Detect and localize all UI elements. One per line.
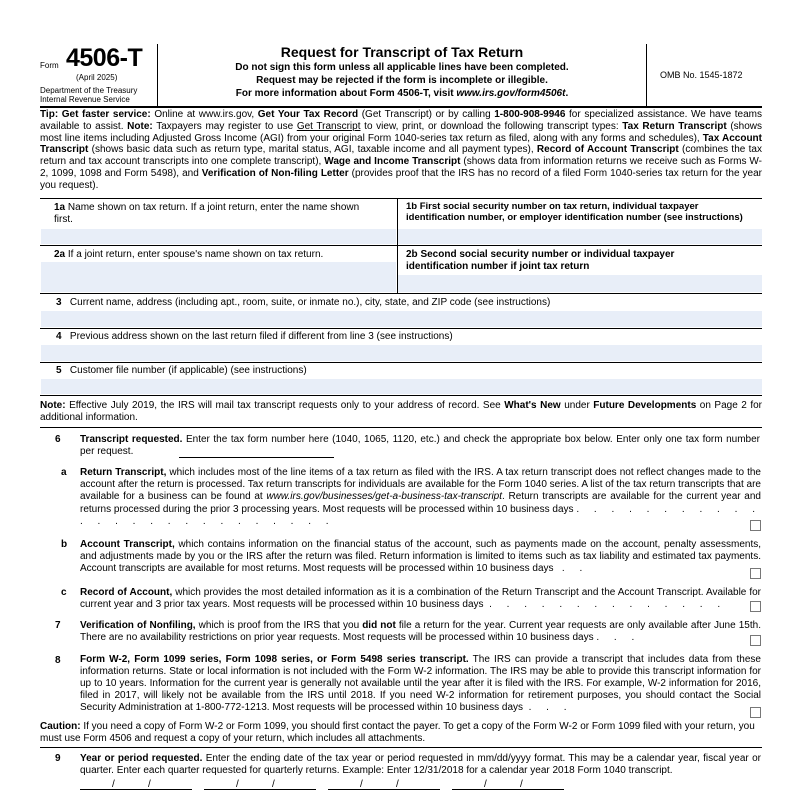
- line-6b-letter: b: [61, 539, 68, 550]
- form-title: Request for Transcript of Tax Return: [280, 44, 524, 60]
- line-7-number: 7: [55, 620, 61, 631]
- line-2a-input[interactable]: [41, 262, 396, 292]
- more-info-period: .: [565, 87, 569, 99]
- header-divider-left: [157, 44, 158, 106]
- line-3-text: Current name, address (including apt., room, suite, or inmate no.), city, state, and ZIP code (see instructions): [69, 297, 551, 308]
- line-6-title: Transcript requested.: [80, 434, 183, 445]
- line-5-input[interactable]: [41, 379, 762, 394]
- tip-lead: Tip: Get faster service:: [40, 109, 151, 120]
- line-2b-number: 2b: [406, 249, 418, 260]
- more-info: [160, 88, 644, 101]
- line-6b-desc: which contains information on the financial status of the account, such as payments made on the account, penalty assessments, and adjustments made by you or the IRS after the return was filed. Return information is limited to items such as tax liability and estimated tax payments. Account transcripts are available for most returns. Most requests will be processed within 10 business days: [80, 539, 762, 575]
- line-2a-number: 2a: [54, 249, 66, 260]
- rule-after-line4: [40, 362, 762, 363]
- reject-warning: Request may be rejected if the form is incomplete or illegible.: [256, 74, 548, 86]
- rule-after-line5: [40, 395, 762, 396]
- caution-lead: Caution:: [40, 721, 81, 732]
- line-8-desc: The IRS can provide a transcript that includes data from these information returns. State or local information is not included with the Form W-2 information. The IRS may be able to provide this transcript information for up to 10 years. Information for the current year is generally not available until the year after it is filed with the IRS. For example, W-2 information for 2016, filed in 2017, will likely not be available from the IRS until 2018. If you need W-2 information for retirement purposes, you should contact the Social Security Administration at 1-800-772-1213. Most requests will be processed within 10 business days: [80, 654, 761, 713]
- line-1a-input[interactable]: [41, 229, 396, 244]
- tip-text: (provides proof that the IRS has no record of a filed Form 1040-series tax return for the year you request).: [40, 167, 762, 191]
- line-4-text: Previous address shown on the last return filed if different from line 3 (see instructions): [69, 331, 453, 342]
- tip-text: (Get Transcript) or by calling: [358, 109, 495, 120]
- rule-after-line3: [40, 328, 762, 329]
- note-text: under: [560, 400, 594, 411]
- date-2-slash-a: /: [236, 779, 239, 790]
- tip-bold: Tax Account Transcript: [40, 132, 762, 156]
- line-6c-desc: which provides the most detailed information as it is a combination of the Return Transcript and the Account Transcript. Available for current year and 3 prior tax years. Most requests will be processed within 10 business days: [80, 587, 761, 611]
- line-6b-checkbox[interactable]: [750, 568, 761, 579]
- line-4-label: [56, 331, 756, 343]
- date-3-slash-b: /: [396, 779, 399, 790]
- line-3-input[interactable]: [41, 311, 762, 327]
- form-id-block: [40, 44, 156, 106]
- line-5-number: 5: [56, 365, 62, 376]
- tip-bold: Get Your Tax Record: [257, 109, 359, 120]
- omb-number: OMB No. 1545-1872: [660, 70, 743, 80]
- line-6a-dots: . . . . . . . . . . . . . . . . . . . . . . . . . .: [80, 503, 761, 527]
- rule-after-line1: [40, 245, 762, 246]
- department-name: Department of the Treasury: [40, 86, 138, 95]
- line-6-number: 6: [55, 434, 61, 445]
- line-2b-label: [406, 249, 726, 272]
- note-bold: Future Developments: [593, 400, 697, 411]
- tip-bold: Tax Return Transcript: [622, 120, 727, 132]
- line-1a-label: [54, 202, 374, 226]
- tip-bold: Wage and Income Transcript: [324, 156, 461, 168]
- line-1a-number: 1a: [54, 202, 66, 213]
- tip-paragraph: [40, 109, 762, 192]
- line-7-dots: . . .: [596, 632, 641, 644]
- revision-date: (April 2025): [76, 73, 118, 82]
- caution-paragraph: [40, 721, 762, 745]
- tip-text: (combines the tax return and tax account transcripts into one complete transcript),: [40, 144, 762, 168]
- rule-before-line9: [40, 747, 762, 748]
- line-7-checkbox[interactable]: [750, 635, 761, 646]
- year-period-date-3[interactable]: [328, 779, 440, 790]
- note-lead: Note:: [40, 400, 66, 411]
- rule-after-line2: [40, 293, 762, 294]
- line-2b-input[interactable]: [398, 275, 762, 292]
- line-6b-text: [80, 539, 761, 576]
- line-1b-text: First social security number on tax return, individual taxpayer identification number, or employer identification number (see instructions): [406, 201, 743, 223]
- form-word: Form: [40, 61, 59, 70]
- more-info-text: For more information about Form 4506-T, visit: [235, 87, 457, 99]
- line-1a-text: Name shown on tax return. If a joint return, enter the name shown first.: [54, 202, 360, 226]
- line-8-checkbox[interactable]: [750, 707, 761, 718]
- date-1-slash-b: /: [148, 779, 151, 790]
- line-6a-desc: which includes most of the line items of a tax return as filed with the IRS. A tax return transcript does not reflect changes made to the account after the return is processed. Tax return transcripts for individuals are available for the Form 1040 series. A list of the tax return transcripts that are available for a business can be found at: [80, 467, 761, 503]
- line-6a-title: Return Transcript,: [80, 467, 167, 478]
- note-bold: What's New: [504, 400, 561, 411]
- date-3-slash-a: /: [360, 779, 363, 790]
- date-1-slash-a: /: [112, 779, 115, 790]
- line-7-text: [80, 620, 761, 644]
- year-period-date-1[interactable]: [80, 779, 192, 790]
- note-text: on Page 2 for additional information.: [40, 400, 762, 423]
- get-transcript-link[interactable]: Get Transcript: [296, 120, 361, 132]
- line-7-title: Verification of Nonfiling,: [80, 620, 196, 631]
- line-8-title: Form W-2, Form 1099 series, Form 1098 series, or Form 5498 series transcript.: [80, 654, 469, 665]
- line-6c-letter: c: [61, 587, 67, 598]
- date-4-slash-b: /: [520, 779, 523, 790]
- tip-phone: 1-800-908-9946: [494, 109, 566, 120]
- line-6a-letter: a: [61, 467, 67, 478]
- line-8-number: 8: [55, 655, 61, 666]
- line-4-input[interactable]: [41, 345, 762, 361]
- line-2a-label: [54, 249, 384, 261]
- line-1b-number: 1b: [406, 201, 418, 212]
- header-divider-right: [646, 44, 647, 106]
- bureau-name: Internal Revenue Service: [40, 95, 130, 104]
- line-6c-dots: . . . . . . . . . . . . . .: [489, 599, 727, 611]
- line-2b-text: Second social security number or individual taxpayer identification number if joint tax return: [406, 249, 675, 272]
- date-4-slash-a: /: [484, 779, 487, 790]
- tip-text: (shows basic data such as return type, marital status, AGI, taxable income and all payment types),: [88, 144, 537, 156]
- address-note: [40, 400, 762, 424]
- line-5-label: [56, 365, 756, 377]
- tip-text: (shows data from information returns we receive such as Forms W-2, 1099, 1098 and Form 5498), and: [40, 156, 762, 179]
- sign-warning: Do not sign this form unless all applicable lines have been completed.: [235, 62, 569, 74]
- line-7-desc: file a return for the year. Current year requests are only available after June 15th. There are no availability restrictions on prior year requests. Most requests will be processed within 10 business days: [80, 620, 761, 644]
- line-8-text: [80, 654, 761, 714]
- line-3-number: 3: [56, 297, 62, 308]
- rule-after-note: [40, 427, 762, 428]
- title-block: [160, 44, 644, 100]
- line-2a-text: If a joint return, enter spouse's name shown on tax return.: [67, 249, 324, 260]
- tip-text: Online at www.irs.gov,: [150, 109, 258, 120]
- tip-bold: Verification of Non-filing Letter: [201, 167, 349, 179]
- tip-text: Taxpayers may register to use: [152, 120, 297, 132]
- line-7-desc: which is proof from the IRS that you: [195, 620, 363, 631]
- line-9-title: Year or period requested.: [80, 753, 203, 764]
- year-period-date-4[interactable]: [452, 779, 564, 790]
- line-1b-label: [406, 202, 758, 224]
- line-6b-title: Account Transcript,: [80, 539, 175, 550]
- line-9-text: [80, 753, 761, 777]
- line-6a-checkbox[interactable]: [750, 520, 761, 531]
- date-2-slash-b: /: [272, 779, 275, 790]
- tip-note: Note:: [127, 120, 153, 132]
- line-6a-desc: . Return transcripts are available for the current year and returns processed during the prior 3 processing years. Most requests will be processed within 10 business days: [80, 491, 761, 515]
- line-4-number: 4: [56, 331, 62, 342]
- line-7-bold: did not: [362, 620, 396, 631]
- line-3-label: [56, 297, 756, 309]
- line-6c-checkbox[interactable]: [750, 601, 761, 612]
- rule-after-tip: [40, 198, 762, 199]
- line-5-text: Customer file number (if applicable) (see instructions): [69, 365, 307, 376]
- tax-form-number-input[interactable]: [179, 446, 334, 458]
- note-text: Effective July 2019, the IRS will mail tax transcript requests only to your address of record. See: [65, 400, 505, 411]
- line-6a-text: [80, 467, 761, 528]
- line-6-desc: Enter the tax form number here (1040, 1065, 1120, etc.) and check the appropriate box below. Enter only one tax form number per request.: [80, 434, 761, 458]
- tip-text: to view, print, or download the following transcript types:: [360, 120, 623, 132]
- header-bottom-rule: [40, 106, 762, 108]
- form-url-link[interactable]: www.irs.gov/form4506t: [456, 87, 566, 99]
- business-transcript-url[interactable]: www.irs.gov/businesses/get-a-business-tax-transcript: [266, 491, 503, 503]
- year-period-date-2[interactable]: [204, 779, 316, 790]
- line-8-dots: . . .: [528, 702, 573, 713]
- tip-text: for specialized assistance. We have teams available to assist.: [40, 109, 762, 132]
- line-1b-input[interactable]: [398, 229, 762, 244]
- line-9-desc: Enter the ending date of the tax year or period requested in mm/dd/yyyy format. This may be a calendar year, fiscal year or quarter. Enter each quarter requested for quarterly returns. Example: Enter 12/31/2018 for a calendar year 2018 Form 1040 transcript.: [80, 753, 761, 777]
- tip-bold: Record of Account Transcript: [536, 144, 679, 156]
- caution-text: If you need a copy of Form W-2 or Form 1099, you should first contact the payer. To get a copy of the Form W-2 or Form 1099 filed with your return, you must use Form 4506 and request a copy of your return, which includes all attachments.: [40, 721, 755, 744]
- line-6c-text: [80, 587, 761, 611]
- form-number: 4506-T: [66, 44, 143, 72]
- line-9-number: 9: [55, 753, 61, 764]
- line-6c-title: Record of Account,: [80, 587, 173, 598]
- tip-text: (shows most line items including Adjusted Gross Income (AGI) from your original Form 1040-series tax return as filed, along with any forms and schedules),: [40, 120, 762, 144]
- line-6b-dots: . .: [561, 563, 589, 575]
